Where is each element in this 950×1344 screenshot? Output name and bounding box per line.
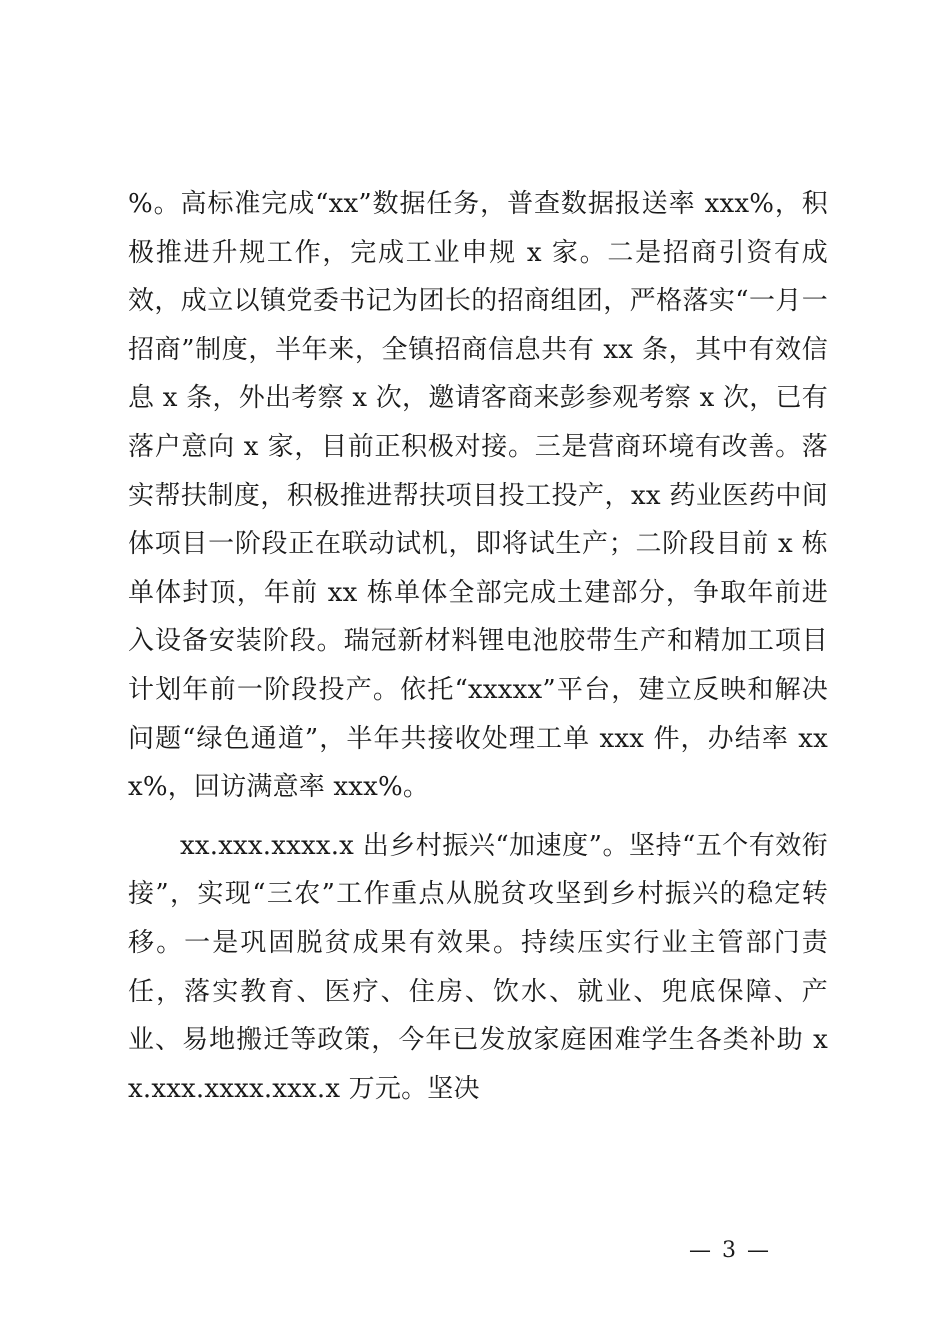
body-text xyxy=(128,180,828,1113)
page-number: — 3 — xyxy=(689,1238,771,1263)
paragraph-investment: %。高标准完成“xx”数据任务，普查数据报送率 xxx%，积极推进升规工作，完成工业申规 x 家。二是招商引资有成效，成立以镇党委书记为团长的招商组团，严格落实“一月一招商”制度，半年来，全镇招商信息共有 xx 条，其中有效信息 x 条，外出考察 x 次，邀请客商来彭参观考察 x 次，已有落户意向 x 家，目前正积极对接。三是营商环境有改善。落实帮扶制度，积极推进帮扶项目投工投产，xx 药业医药中间体项目一阶段正在联动试机，即将试生产；二阶段目前 x 栋单体封顶，年前 xx 栋单体全部完成土建部分，争取年前进入设备安装阶段。瑞冠新材料锂电池胶带生产和精加工项目计划年前一阶段投产。依托“xxxxx”平台，建立反映和解决问题“绿色通道”，半年共接收处理工单 xxx 件，办结率 xxx%，回访满意率 xxx%。 xyxy=(128,189,828,803)
paragraph-rural-revitalization: xx.xxx.xxxx.x 出乡村振兴“加速度”。坚持“五个有效衔接”，实现“三农”工作重点从脱贫攻坚到乡村振兴的稳定转移。一是巩固脱贫成果有效果。持续压实行业主管部门责任，落实教育、医疗、住房、饮水、就业、兜底保障、产业、易地搬迁等政策，今年已发放家庭困难学生各类补助 xx.xxx.xxxx.xxx.x 万元。坚决 xyxy=(128,830,828,1104)
